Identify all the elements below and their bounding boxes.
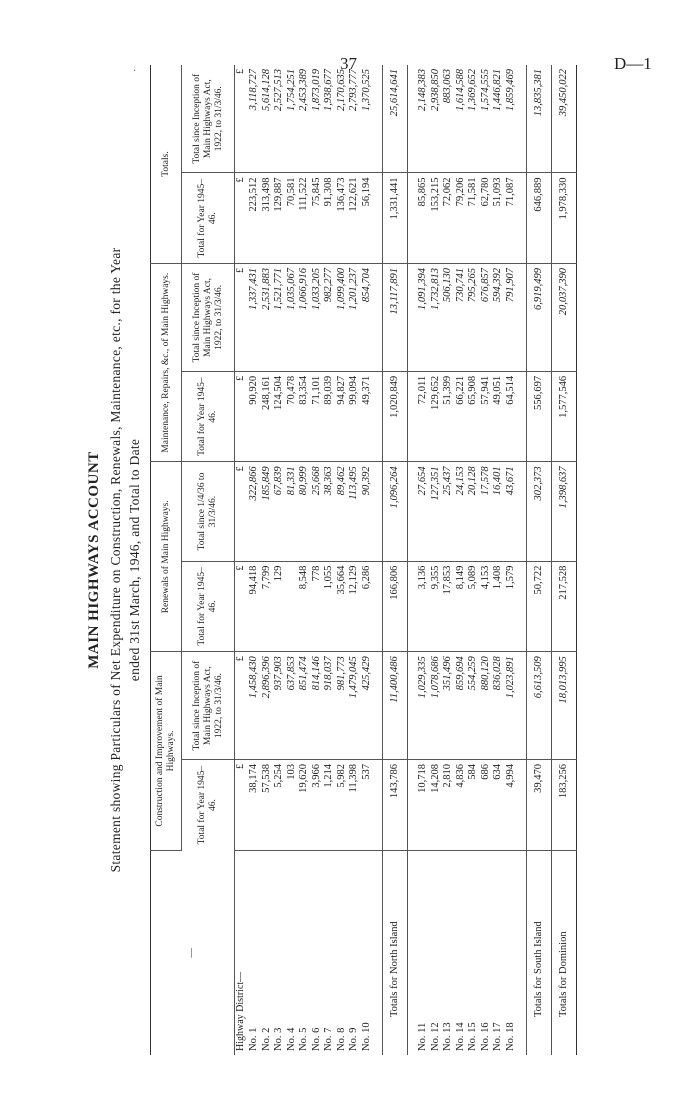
table-cell: 686: [480, 760, 493, 851]
table-cell: 851,474: [298, 652, 311, 760]
table-cell: 1,479,045: [348, 652, 361, 760]
table-cell: 1,754,251: [286, 65, 299, 173]
row-label: No. 12: [429, 1022, 441, 1051]
table-cell: 10,718: [417, 760, 430, 851]
table-cell: 8,548: [298, 561, 311, 652]
table-cell: 1,577,546: [552, 371, 577, 462]
table-cell: 3,118,727: [248, 65, 261, 173]
table-cell: 38,363: [323, 462, 336, 561]
table-cell: 67,839: [273, 462, 286, 561]
table-cell: 1,023,891: [505, 652, 518, 760]
table-row: [311, 65, 324, 1055]
table-row: [323, 65, 336, 1055]
north-island-total-row: [383, 65, 408, 1055]
row-label: No. 7: [323, 1027, 334, 1051]
col-header: Total for Year 1945–46.: [182, 561, 235, 652]
row-label: No. 3: [273, 1027, 284, 1051]
table-cell: 99,094: [348, 371, 361, 462]
spacer-cell: [517, 652, 527, 760]
table-cell: 85,865: [417, 173, 430, 264]
table-cell: 124,504: [273, 371, 286, 462]
table-cell: 50,722: [527, 561, 552, 652]
table-cell: 35,664: [336, 561, 349, 652]
table-cell: 72,011: [417, 371, 430, 462]
table-cell: 2,148,383: [417, 65, 430, 173]
spacer-cell: [517, 760, 527, 851]
row-label: Totals for Dominion: [557, 931, 569, 1017]
table-cell: 2,938,850: [430, 65, 443, 173]
table-cell: 1,574,555: [480, 65, 493, 173]
table-cell: 795,265: [467, 264, 480, 372]
table-cell: 129: [273, 561, 286, 652]
table-cell: 4,836: [455, 760, 468, 851]
table-cell: 18,013,995: [552, 652, 577, 760]
table-cell: 223,512: [248, 173, 261, 264]
table-row: [286, 65, 299, 1055]
table-cell: 17,853: [442, 561, 455, 652]
table-cell: 136,473: [336, 173, 349, 264]
spacer-row: [517, 65, 527, 1055]
table-cell: 814,146: [311, 652, 324, 760]
group-header-renewals: Renewals of Main Highways.: [151, 462, 182, 652]
spacer-cell: [408, 760, 418, 851]
stub-header: —: [151, 850, 235, 1055]
page-number: 37: [340, 54, 357, 73]
table-cell: 3,136: [417, 561, 430, 652]
table-cell: 19,620: [298, 760, 311, 851]
row-label: No. 17: [492, 1022, 503, 1051]
table-cell: 51,093: [492, 173, 505, 264]
page-code: D—1: [614, 54, 652, 73]
table-cell: 49,371: [361, 371, 374, 462]
col-header: Total for Year 1945–46.: [182, 371, 235, 462]
table-cell: 1,458,430: [248, 652, 261, 760]
table-cell: 65,908: [467, 371, 480, 462]
table-cell: 1,398,637: [552, 462, 577, 561]
currency-row: [235, 65, 249, 1055]
table-cell: 43,671: [505, 462, 518, 561]
table-cell: 2,453,389: [298, 65, 311, 173]
page-mark: ·: [133, 66, 137, 77]
table-cell: 425,429: [361, 652, 374, 760]
table-cell: 94,827: [336, 371, 349, 462]
table-row: [467, 65, 480, 1055]
table-cell: 1,614,588: [455, 65, 468, 173]
row-label: No. 4: [285, 1027, 297, 1051]
spacer-cell: [373, 371, 383, 462]
table-cell: 5,254: [273, 760, 286, 851]
table-cell: 1,201,237: [348, 264, 361, 372]
table-cell: 918,037: [323, 652, 336, 760]
document-subtitle-line2: ended 31st March, 1946, and Total to Date: [127, 438, 142, 682]
currency-symbol: £: [235, 462, 249, 561]
spacer-cell: [373, 652, 383, 760]
spacer-cell: [408, 462, 418, 561]
table-cell: 38,174: [248, 760, 261, 851]
table-cell: 859,694: [455, 652, 468, 760]
expenditure-table: [150, 65, 577, 1055]
table-cell: 937,903: [273, 652, 286, 760]
table-cell: 81,331: [286, 462, 299, 561]
table-cell: 39,470: [527, 760, 552, 851]
row-label: Totals for South Island: [527, 850, 552, 1055]
table-cell: 854,704: [361, 264, 374, 372]
spacer-cell: [517, 462, 527, 561]
table-cell: 24,153: [455, 462, 468, 561]
row-label: No. 10: [360, 1022, 372, 1051]
spacer-row: [408, 65, 418, 1055]
spacer-cell: [517, 561, 527, 652]
row-label: Totals for North Island: [383, 850, 408, 1055]
table-cell: 80,999: [298, 462, 311, 561]
table-cell: 646,889: [527, 173, 552, 264]
table-cell: 981,773: [336, 652, 349, 760]
spacer-cell: [517, 173, 527, 264]
table-cell: 322,866: [248, 462, 261, 561]
table-cell: 13,117,891: [383, 264, 408, 372]
table-cell: 1,446,821: [492, 65, 505, 173]
table-row: [273, 65, 286, 1055]
table-cell: 166,806: [383, 561, 408, 652]
table-cell: 1,214: [323, 760, 336, 851]
table-cell: 17,578: [480, 462, 493, 561]
table-cell: 1,078,686: [430, 652, 443, 760]
table-cell: 122,621: [348, 173, 361, 264]
group-header-maintenance: Maintenance, Repairs, &c., of Main Highways.: [151, 264, 182, 462]
document-subtitle: Statement showing Particulars of Net Expenditure on Construction, Renewals, Maintenance, etc., for the Year: [108, 247, 123, 873]
row-label: No. 14: [454, 1022, 466, 1051]
currency-symbol: £: [235, 652, 249, 760]
document-title: MAIN HIGHWAYS ACCOUNT: [86, 451, 102, 669]
table-cell: 1,033,205: [311, 264, 324, 372]
table-cell: 5,982: [336, 760, 349, 851]
row-label: No. 15: [467, 1022, 478, 1051]
table-cell: 11,398: [348, 760, 361, 851]
col-header: Total for Year 1945–46.: [182, 173, 235, 264]
table-cell: 506,130: [442, 264, 455, 372]
table-row: [492, 65, 505, 1055]
spacer-cell: [517, 850, 527, 1055]
table-row: [298, 65, 311, 1055]
table-cell: 1,369,652: [467, 65, 480, 173]
table-cell: 2,170,635: [336, 65, 349, 173]
row-label: No. 11: [417, 1022, 428, 1051]
table-cell: 880,120: [480, 652, 493, 760]
row-label: No. 2: [260, 1027, 272, 1051]
table-cell: 2,531,883: [261, 264, 274, 372]
table-cell: 183,256: [552, 760, 577, 851]
table-cell: 27,654: [417, 462, 430, 561]
table-cell: 778: [311, 561, 324, 652]
table-cell: 70,581: [286, 173, 299, 264]
table-cell: 113,495: [348, 462, 361, 561]
table-cell: 1,978,330: [552, 173, 577, 264]
table-cell: 6,919,499: [527, 264, 552, 372]
spacer-cell: [408, 173, 418, 264]
table-cell: 71,581: [467, 173, 480, 264]
table-cell: 64,514: [505, 371, 518, 462]
group-header-construction: Construction and Improvement of Main Highways.: [151, 652, 182, 850]
table-row: [505, 65, 518, 1055]
currency-symbol: £: [235, 561, 249, 652]
col-header: Total since Inception of Main Highways Act, 1922, to 31/3/46.: [182, 264, 235, 372]
table-row: [336, 65, 349, 1055]
currency-symbol: £: [235, 65, 249, 173]
table-cell: 8,149: [455, 561, 468, 652]
col-header: Total since Inception of Main Highways Act, 1922, to 31/3/46.: [182, 65, 235, 173]
section-label: Highway District—: [235, 971, 246, 1051]
table-row: [248, 65, 261, 1055]
table-cell: 1,055: [323, 561, 336, 652]
table-cell: 634: [492, 760, 505, 851]
table-cell: 9,355: [430, 561, 443, 652]
table-cell: 111,522: [298, 173, 311, 264]
table-row: [261, 65, 274, 1055]
table-row: [430, 65, 443, 1055]
table-row: [480, 65, 493, 1055]
table-cell: 836,028: [492, 652, 505, 760]
spacer-cell: [373, 462, 383, 561]
table-cell: 20,128: [467, 462, 480, 561]
table-cell: 6,613,509: [527, 652, 552, 760]
spacer-cell: [373, 173, 383, 264]
table-cell: 75,845: [311, 173, 324, 264]
table-cell: 217,528: [552, 561, 577, 652]
table-cell: 153,215: [430, 173, 443, 264]
table-cell: 39,450,022: [552, 65, 577, 173]
table-cell: 71,087: [505, 173, 518, 264]
table-row: [417, 65, 430, 1055]
col-header: Total since Inception of Main Highways Act, 1922, to 31/3/46.: [182, 652, 235, 760]
table-cell: 25,614,641: [383, 65, 408, 173]
table-cell: 1,029,335: [417, 652, 430, 760]
spacer-cell: [408, 65, 418, 173]
table-cell: 1,579: [505, 561, 518, 652]
table-cell: 72,062: [442, 173, 455, 264]
table-cell: 982,277: [323, 264, 336, 372]
table-cell: 2,896,396: [261, 652, 274, 760]
table-cell: 637,853: [286, 652, 299, 760]
spacer-cell: [373, 760, 383, 851]
table-cell: 584: [467, 760, 480, 851]
table-cell: 94,418: [248, 561, 261, 652]
table-cell: 14,208: [430, 760, 443, 851]
table-cell: 1,096,264: [383, 462, 408, 561]
table-cell: 89,039: [323, 371, 336, 462]
table-cell: 2,793,777: [348, 65, 361, 173]
table-cell: 7,799: [261, 561, 274, 652]
spacer-row: [373, 65, 383, 1055]
table-cell: 1,020,849: [383, 371, 408, 462]
table-cell: 4,994: [505, 760, 518, 851]
spacer-cell: [408, 652, 418, 760]
table-cell: 1,521,771: [273, 264, 286, 372]
table-cell: 16,401: [492, 462, 505, 561]
table-cell: 2,527,513: [273, 65, 286, 173]
table-cell: 1,370,525: [361, 65, 374, 173]
table-cell: 66,221: [455, 371, 468, 462]
table-row: [442, 65, 455, 1055]
table-cell: 91,308: [323, 173, 336, 264]
table-cell: 71,101: [311, 371, 324, 462]
table-cell: 70,478: [286, 371, 299, 462]
table-cell: 49,051: [492, 371, 505, 462]
table-cell: 6,286: [361, 561, 374, 652]
row-label: No. 18: [504, 1022, 516, 1051]
table-cell: 83,354: [298, 371, 311, 462]
table-cell: 351,496: [442, 652, 455, 760]
table-cell: 51,399: [442, 371, 455, 462]
table-cell: 57,941: [480, 371, 493, 462]
table-cell: 129,652: [430, 371, 443, 462]
table-cell: 4,153: [480, 561, 493, 652]
spacer-cell: [408, 561, 418, 652]
row-label: No. 1: [248, 1027, 259, 1051]
table-cell: 56,194: [361, 173, 374, 264]
table-cell: 2,810: [442, 760, 455, 851]
currency-symbol: £: [235, 371, 249, 462]
group-header-totals: Totals.: [151, 65, 182, 264]
col-header: Total for Year 1945–46.: [182, 760, 235, 851]
spacer-cell: [373, 264, 383, 372]
table-cell: 79,206: [455, 173, 468, 264]
table-cell: 1,732,813: [430, 264, 443, 372]
table-cell: 248,161: [261, 371, 274, 462]
table-cell: 1,938,677: [323, 65, 336, 173]
table-cell: 302,373: [527, 462, 552, 561]
table-cell: 594,392: [492, 264, 505, 372]
south-island-total-row: [527, 65, 552, 1055]
row-label: No. 5: [298, 1027, 309, 1051]
table-cell: 1,873,019: [311, 65, 324, 173]
table-cell: 12,129: [348, 561, 361, 652]
currency-symbol: £: [235, 173, 249, 264]
spacer-cell: [408, 264, 418, 372]
table-cell: 90,920: [248, 371, 261, 462]
table-cell: 1,066,916: [298, 264, 311, 372]
table-cell: 57,538: [261, 760, 274, 851]
table-cell: 1,408: [492, 561, 505, 652]
table-cell: 129,887: [273, 173, 286, 264]
row-label: No. 13: [442, 1022, 453, 1051]
table-cell: 1,091,394: [417, 264, 430, 372]
table-cell: 1,859,469: [505, 65, 518, 173]
table-row: [348, 65, 361, 1055]
table-cell: 103: [286, 760, 299, 851]
table-row: [361, 65, 374, 1055]
col-header: Total since 1/4/36 to 31/3/46.: [182, 462, 235, 561]
table-cell: 1,331,441: [383, 173, 408, 264]
table-cell: 313,498: [261, 173, 274, 264]
table-cell: 185,849: [261, 462, 274, 561]
spacer-cell: [517, 371, 527, 462]
table-cell: 5,614,128: [261, 65, 274, 173]
table-cell: 25,668: [311, 462, 324, 561]
spacer-cell: [408, 850, 418, 1055]
table-cell: 791,907: [505, 264, 518, 372]
row-label: No. 16: [479, 1022, 491, 1051]
table-cell: 3,966: [311, 760, 324, 851]
table-cell: 1,099,400: [336, 264, 349, 372]
row-label: No. 6: [310, 1027, 322, 1051]
row-label: No. 9: [348, 1027, 359, 1051]
table-cell: 537: [361, 760, 374, 851]
table-cell: 25,437: [442, 462, 455, 561]
table-cell: 89,462: [336, 462, 349, 561]
table-cell: 62,780: [480, 173, 493, 264]
table-cell: 20,037,390: [552, 264, 577, 372]
table-cell: 883,063: [442, 65, 455, 173]
table-cell: 730,741: [455, 264, 468, 372]
currency-symbol: £: [235, 264, 249, 372]
table-cell: 5,089: [467, 561, 480, 652]
spacer-cell: [517, 264, 527, 372]
table-cell: 143,786: [383, 760, 408, 851]
table-cell: 11,400,486: [383, 652, 408, 760]
table-row: [455, 65, 468, 1055]
row-label: No. 8: [335, 1027, 347, 1051]
spacer-cell: [373, 850, 383, 1055]
spacer-cell: [408, 371, 418, 462]
spacer-cell: [517, 65, 527, 173]
table-cell: 127,351: [430, 462, 443, 561]
table-cell: 676,857: [480, 264, 493, 372]
currency-symbol: £: [235, 760, 249, 851]
rotated-statement: [82, 60, 642, 1060]
spacer-cell: [373, 561, 383, 652]
table-cell: 1,035,067: [286, 264, 299, 372]
table-body: [235, 65, 577, 1055]
table-cell: 556,697: [527, 371, 552, 462]
table-cell: 13,835,381: [527, 65, 552, 173]
spacer-cell: [373, 65, 383, 173]
table-cell: 554,259: [467, 652, 480, 760]
table-cell: 90,392: [361, 462, 374, 561]
table-cell: [286, 561, 299, 652]
table-cell: 1,337,431: [248, 264, 261, 372]
dominion-total-row: [552, 65, 577, 1055]
